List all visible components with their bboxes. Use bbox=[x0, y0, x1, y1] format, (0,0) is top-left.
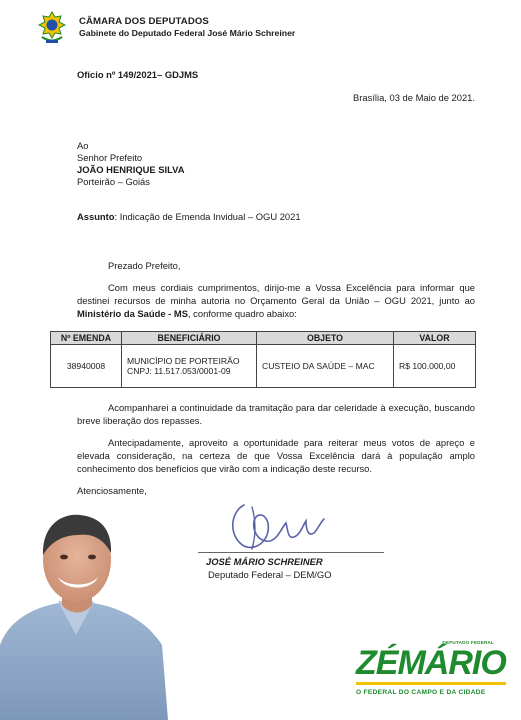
value-cell: R$ 100.000,00 bbox=[394, 345, 476, 388]
column-header: BENEFICIÁRIO bbox=[122, 332, 257, 345]
logo-tagline-small: DEPUTADO FEDERAL bbox=[442, 640, 494, 645]
column-header: OBJETO bbox=[257, 332, 394, 345]
emenda-table bbox=[50, 331, 476, 388]
emenda-number-cell: 38940008 bbox=[51, 345, 122, 388]
date-line: Brasília, 03 de Maio de 2021. bbox=[353, 92, 475, 103]
closing-salutation: Atenciosamente, bbox=[77, 485, 147, 496]
paragraph-intro-text: Com meus cordiais cumprimentos, dirijo-me a Vossa Excelência para informar que destinei recursos de minha autoria no Orçamento Geral da União – OGU 2021, junto ao bbox=[77, 282, 475, 307]
paragraph-intro-tail: , conforme quadro abaixo: bbox=[187, 308, 297, 320]
subject-label: Assunto bbox=[77, 211, 115, 222]
column-header: Nº EMENDA bbox=[51, 332, 122, 345]
institution-name: CÂMARA DOS DEPUTADOS bbox=[79, 16, 209, 27]
paragraph-closing bbox=[77, 436, 475, 476]
oficio-number: Ofício nº 149/2021– GDJMS bbox=[77, 69, 199, 80]
subject-line bbox=[77, 211, 301, 222]
signer-role: Deputado Federal – DEM/GO bbox=[208, 569, 332, 580]
recipient-name: JOÃO HENRIQUE SILVA bbox=[77, 164, 185, 175]
paragraph-follow-up-text: Acompanharei a continuidade da tramitação para dar celeridade à execução, buscando breve liberação dos repasses. bbox=[77, 402, 475, 427]
ministry-name: Ministério da Saúde - MS bbox=[77, 308, 188, 320]
greeting: Prezado Prefeito, bbox=[108, 260, 181, 271]
office-name: Gabinete do Deputado Federal José Mário Schreiner bbox=[79, 28, 296, 38]
beneficiary-cnpj: CNPJ: 11.517.053/0001-09 bbox=[127, 366, 231, 376]
brazil-coat-of-arms-icon bbox=[38, 11, 66, 45]
column-header: VALOR bbox=[394, 332, 476, 345]
paragraph-follow-up bbox=[77, 401, 475, 427]
paragraph-intro bbox=[77, 281, 475, 321]
recipient-location: Porteirão – Goiás bbox=[77, 176, 150, 187]
recipient-title: Senhor Prefeito bbox=[77, 152, 143, 163]
paragraph-closing-text: Antecipadamente, aproveito a oportunidade para reiterar meus votos de apreço e elevada consideração, na certeza de que Vossa Excelência dará à população amplo conhecimento dos benefícios que virão com a indicação deste recurso. bbox=[77, 437, 475, 475]
deputy-portrait-photo bbox=[0, 505, 170, 720]
logo-wordmark: ZÉMÁRIO bbox=[356, 644, 506, 682]
logo-accent-bar bbox=[356, 682, 506, 685]
subject-text: : Indicação de Emenda Invidual – OGU 2021 bbox=[114, 211, 301, 222]
logo-slogan: O FEDERAL DO CAMPO E DA CIDADE bbox=[356, 689, 486, 696]
campaign-logo bbox=[352, 640, 512, 704]
table-row bbox=[51, 345, 476, 388]
object-cell: CUSTEIO DA SAÚDE – MAC bbox=[257, 345, 394, 388]
signer-name: JOSÉ MÁRIO SCHREINER bbox=[206, 556, 323, 567]
signature-line bbox=[198, 552, 384, 553]
table-header-row bbox=[51, 332, 476, 345]
recipient-to: Ao bbox=[77, 140, 89, 151]
beneficiary-name: MUNICÍPIO DE PORTEIRÃO bbox=[127, 356, 240, 366]
handwritten-signature bbox=[222, 497, 332, 557]
beneficiary-cell bbox=[122, 345, 257, 388]
